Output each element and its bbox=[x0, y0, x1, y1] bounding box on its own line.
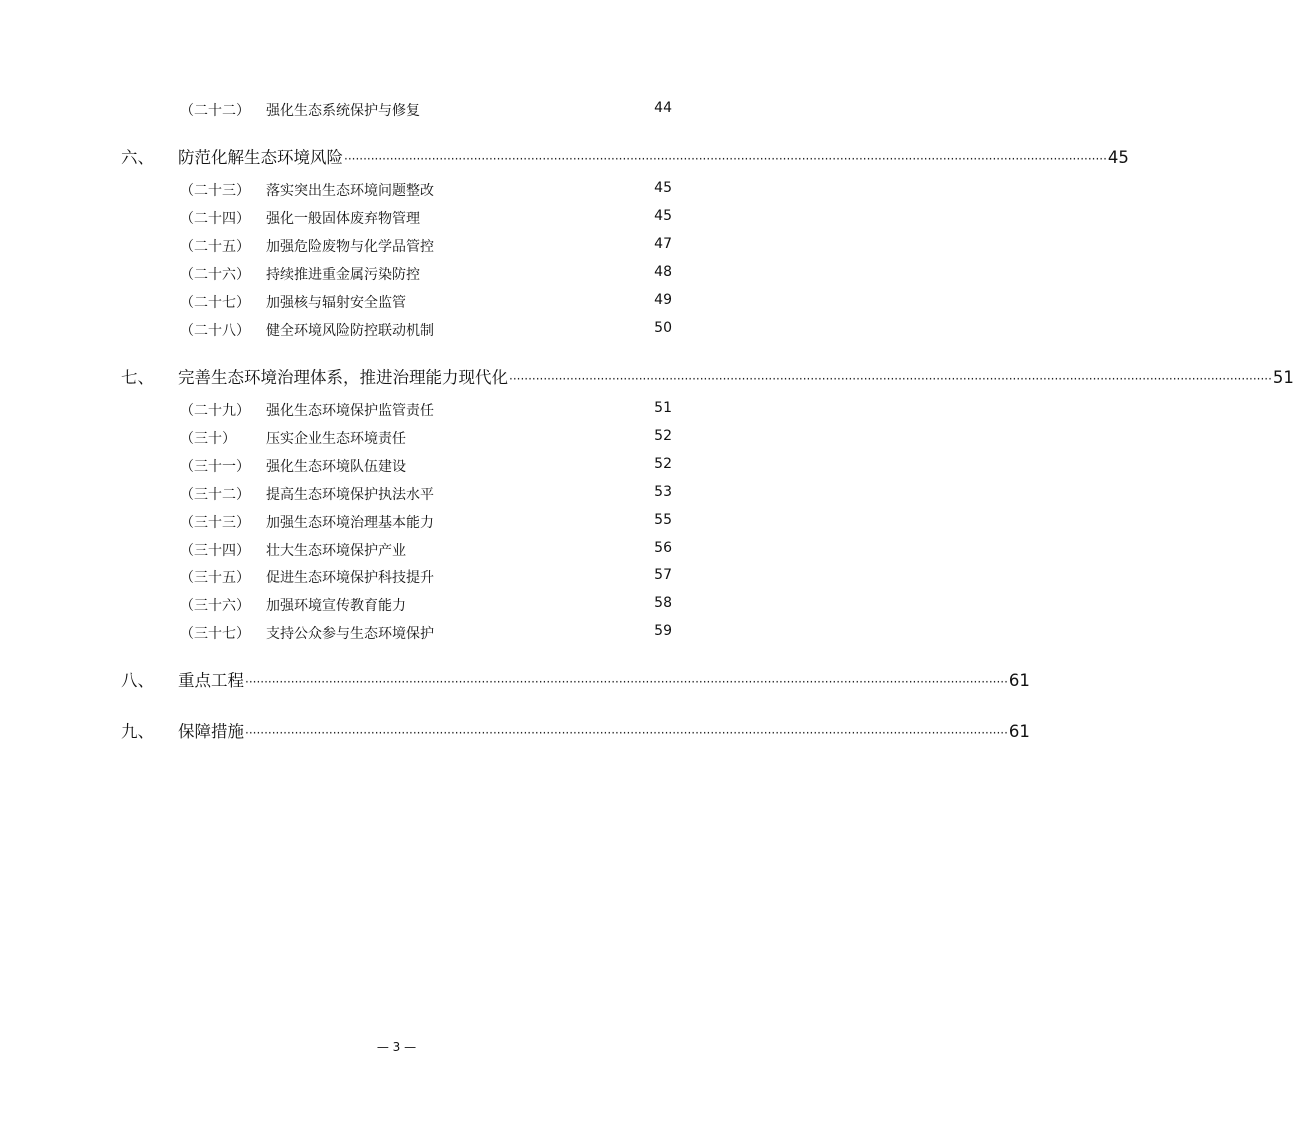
toc-entry-title: 强化生态环境保护监管责任 bbox=[266, 403, 434, 419]
toc-entry-title: 加强核与辐射安全监管 bbox=[266, 295, 406, 311]
toc-section-entry[interactable] bbox=[0, 400, 793, 420]
toc-entry-number: （三十一） bbox=[180, 459, 250, 475]
toc-entry-page: 51 bbox=[1272, 368, 1294, 387]
toc-entry-title: 重点工程 bbox=[178, 671, 244, 690]
toc-entry-page: 50 bbox=[654, 320, 672, 336]
toc-entry-title: 提高生态环境保护执法水平 bbox=[266, 487, 434, 503]
toc-section-entry[interactable] bbox=[0, 180, 793, 200]
toc-entry-number: （二十八） bbox=[180, 323, 250, 339]
toc-entry-page: 56 bbox=[654, 540, 672, 556]
toc-entry-page: 45 bbox=[1107, 148, 1129, 167]
toc-entry-number: （三十三） bbox=[180, 515, 250, 531]
toc-section-entry[interactable] bbox=[0, 595, 793, 615]
toc-entry-number: 八、 bbox=[121, 671, 154, 690]
toc-entry-page: 53 bbox=[654, 484, 672, 500]
toc-section-entry[interactable] bbox=[0, 100, 793, 120]
toc-chapter-entry[interactable] bbox=[0, 144, 1129, 168]
toc-entry-number: （二十五） bbox=[180, 239, 250, 255]
toc-entry-page: 52 bbox=[654, 428, 672, 444]
toc-entry-page: 57 bbox=[654, 567, 672, 583]
toc-entry-page: 58 bbox=[654, 595, 672, 611]
toc-entry-page: 59 bbox=[654, 623, 672, 639]
toc-chapter-entry[interactable] bbox=[0, 364, 1294, 388]
toc-chapter-entry[interactable] bbox=[0, 718, 1030, 742]
toc-entry-title: 落实突出生态环境问题整改 bbox=[266, 183, 434, 199]
toc-leader-dots: ········································································································································································································ bbox=[245, 675, 1008, 689]
toc-entry-title: 持续推进重金属污染防控 bbox=[266, 267, 420, 283]
toc-entry-page: 61 bbox=[1008, 671, 1030, 690]
toc-section-entry[interactable] bbox=[0, 292, 793, 312]
toc-entry-page: 45 bbox=[654, 208, 672, 224]
toc-section-entry[interactable] bbox=[0, 484, 793, 504]
toc-entry-number: 六、 bbox=[121, 148, 154, 167]
toc-entry-title: 加强危险废物与化学品管控 bbox=[266, 239, 434, 255]
toc-entry-number: （二十二） bbox=[180, 103, 250, 119]
toc-entry-number: （三十六） bbox=[180, 598, 250, 614]
toc-entry-title: 完善生态环境治理体系，推进治理能力现代化 bbox=[178, 368, 508, 387]
toc-leader-dots: ········································································································································································································ bbox=[509, 372, 1272, 386]
toc-chapter-entry[interactable] bbox=[0, 667, 1030, 691]
toc-section-entry[interactable] bbox=[0, 540, 793, 560]
toc-entry-number: （三十） bbox=[180, 431, 236, 447]
toc-entry-number: 九、 bbox=[121, 722, 154, 741]
toc-entry-title: 加强环境宣传教育能力 bbox=[266, 598, 406, 614]
toc-leader-dots: ········································································································································································································ bbox=[245, 726, 1008, 740]
toc-section-entry[interactable] bbox=[0, 264, 793, 284]
toc-entry-title: 健全环境风险防控联动机制 bbox=[266, 323, 434, 339]
toc-entry-page: 45 bbox=[654, 180, 672, 196]
toc-entry-number: （三十二） bbox=[180, 487, 250, 503]
toc-entry-title: 支持公众参与生态环境保护 bbox=[266, 626, 434, 642]
toc-section-entry[interactable] bbox=[0, 428, 793, 448]
toc-entry-number: 七、 bbox=[121, 368, 154, 387]
toc-section-entry[interactable] bbox=[0, 567, 793, 587]
toc-entry-title: 强化生态环境队伍建设 bbox=[266, 459, 406, 475]
toc-entry-page: 55 bbox=[654, 512, 672, 528]
toc-entry-page: 47 bbox=[654, 236, 672, 252]
toc-entry-page: 49 bbox=[654, 292, 672, 308]
toc-entry-number: （二十四） bbox=[180, 211, 250, 227]
toc-entry-title: 强化生态系统保护与修复 bbox=[266, 103, 420, 119]
toc-entry-page: 52 bbox=[654, 456, 672, 472]
page-number-footer: — 3 — bbox=[376, 1040, 417, 1054]
toc-entry-number: （三十七） bbox=[180, 626, 250, 642]
toc-entry-number: （三十五） bbox=[180, 570, 250, 586]
toc-entry-number: （二十六） bbox=[180, 267, 250, 283]
toc-entry-title: 保障措施 bbox=[178, 722, 244, 741]
toc-section-entry[interactable] bbox=[0, 236, 793, 256]
toc-entry-title: 壮大生态环境保护产业 bbox=[266, 543, 406, 559]
toc-entry-title: 促进生态环境保护科技提升 bbox=[266, 570, 434, 586]
toc-leader-dots: ········································································································································································································ bbox=[344, 152, 1107, 166]
toc-entry-page: 48 bbox=[654, 264, 672, 280]
toc-entry-number: （三十四） bbox=[180, 543, 250, 559]
toc-entry-page: 44 bbox=[654, 100, 672, 116]
toc-entry-title: 强化一般固体废弃物管理 bbox=[266, 211, 420, 227]
toc-entry-number: （二十七） bbox=[180, 295, 250, 311]
toc-section-entry[interactable] bbox=[0, 320, 793, 340]
toc-section-entry[interactable] bbox=[0, 512, 793, 532]
toc-entry-title: 加强生态环境治理基本能力 bbox=[266, 515, 434, 531]
toc-entry-number: （二十九） bbox=[180, 403, 250, 419]
toc-entry-title: 防范化解生态环境风险 bbox=[178, 148, 343, 167]
toc-section-entry[interactable] bbox=[0, 456, 793, 476]
toc-entry-page: 61 bbox=[1008, 722, 1030, 741]
toc-entry-title: 压实企业生态环境责任 bbox=[266, 431, 406, 447]
toc-section-entry[interactable] bbox=[0, 623, 793, 643]
toc-entry-number: （二十三） bbox=[180, 183, 250, 199]
toc-entry-page: 51 bbox=[654, 400, 672, 416]
toc-section-entry[interactable] bbox=[0, 208, 793, 228]
